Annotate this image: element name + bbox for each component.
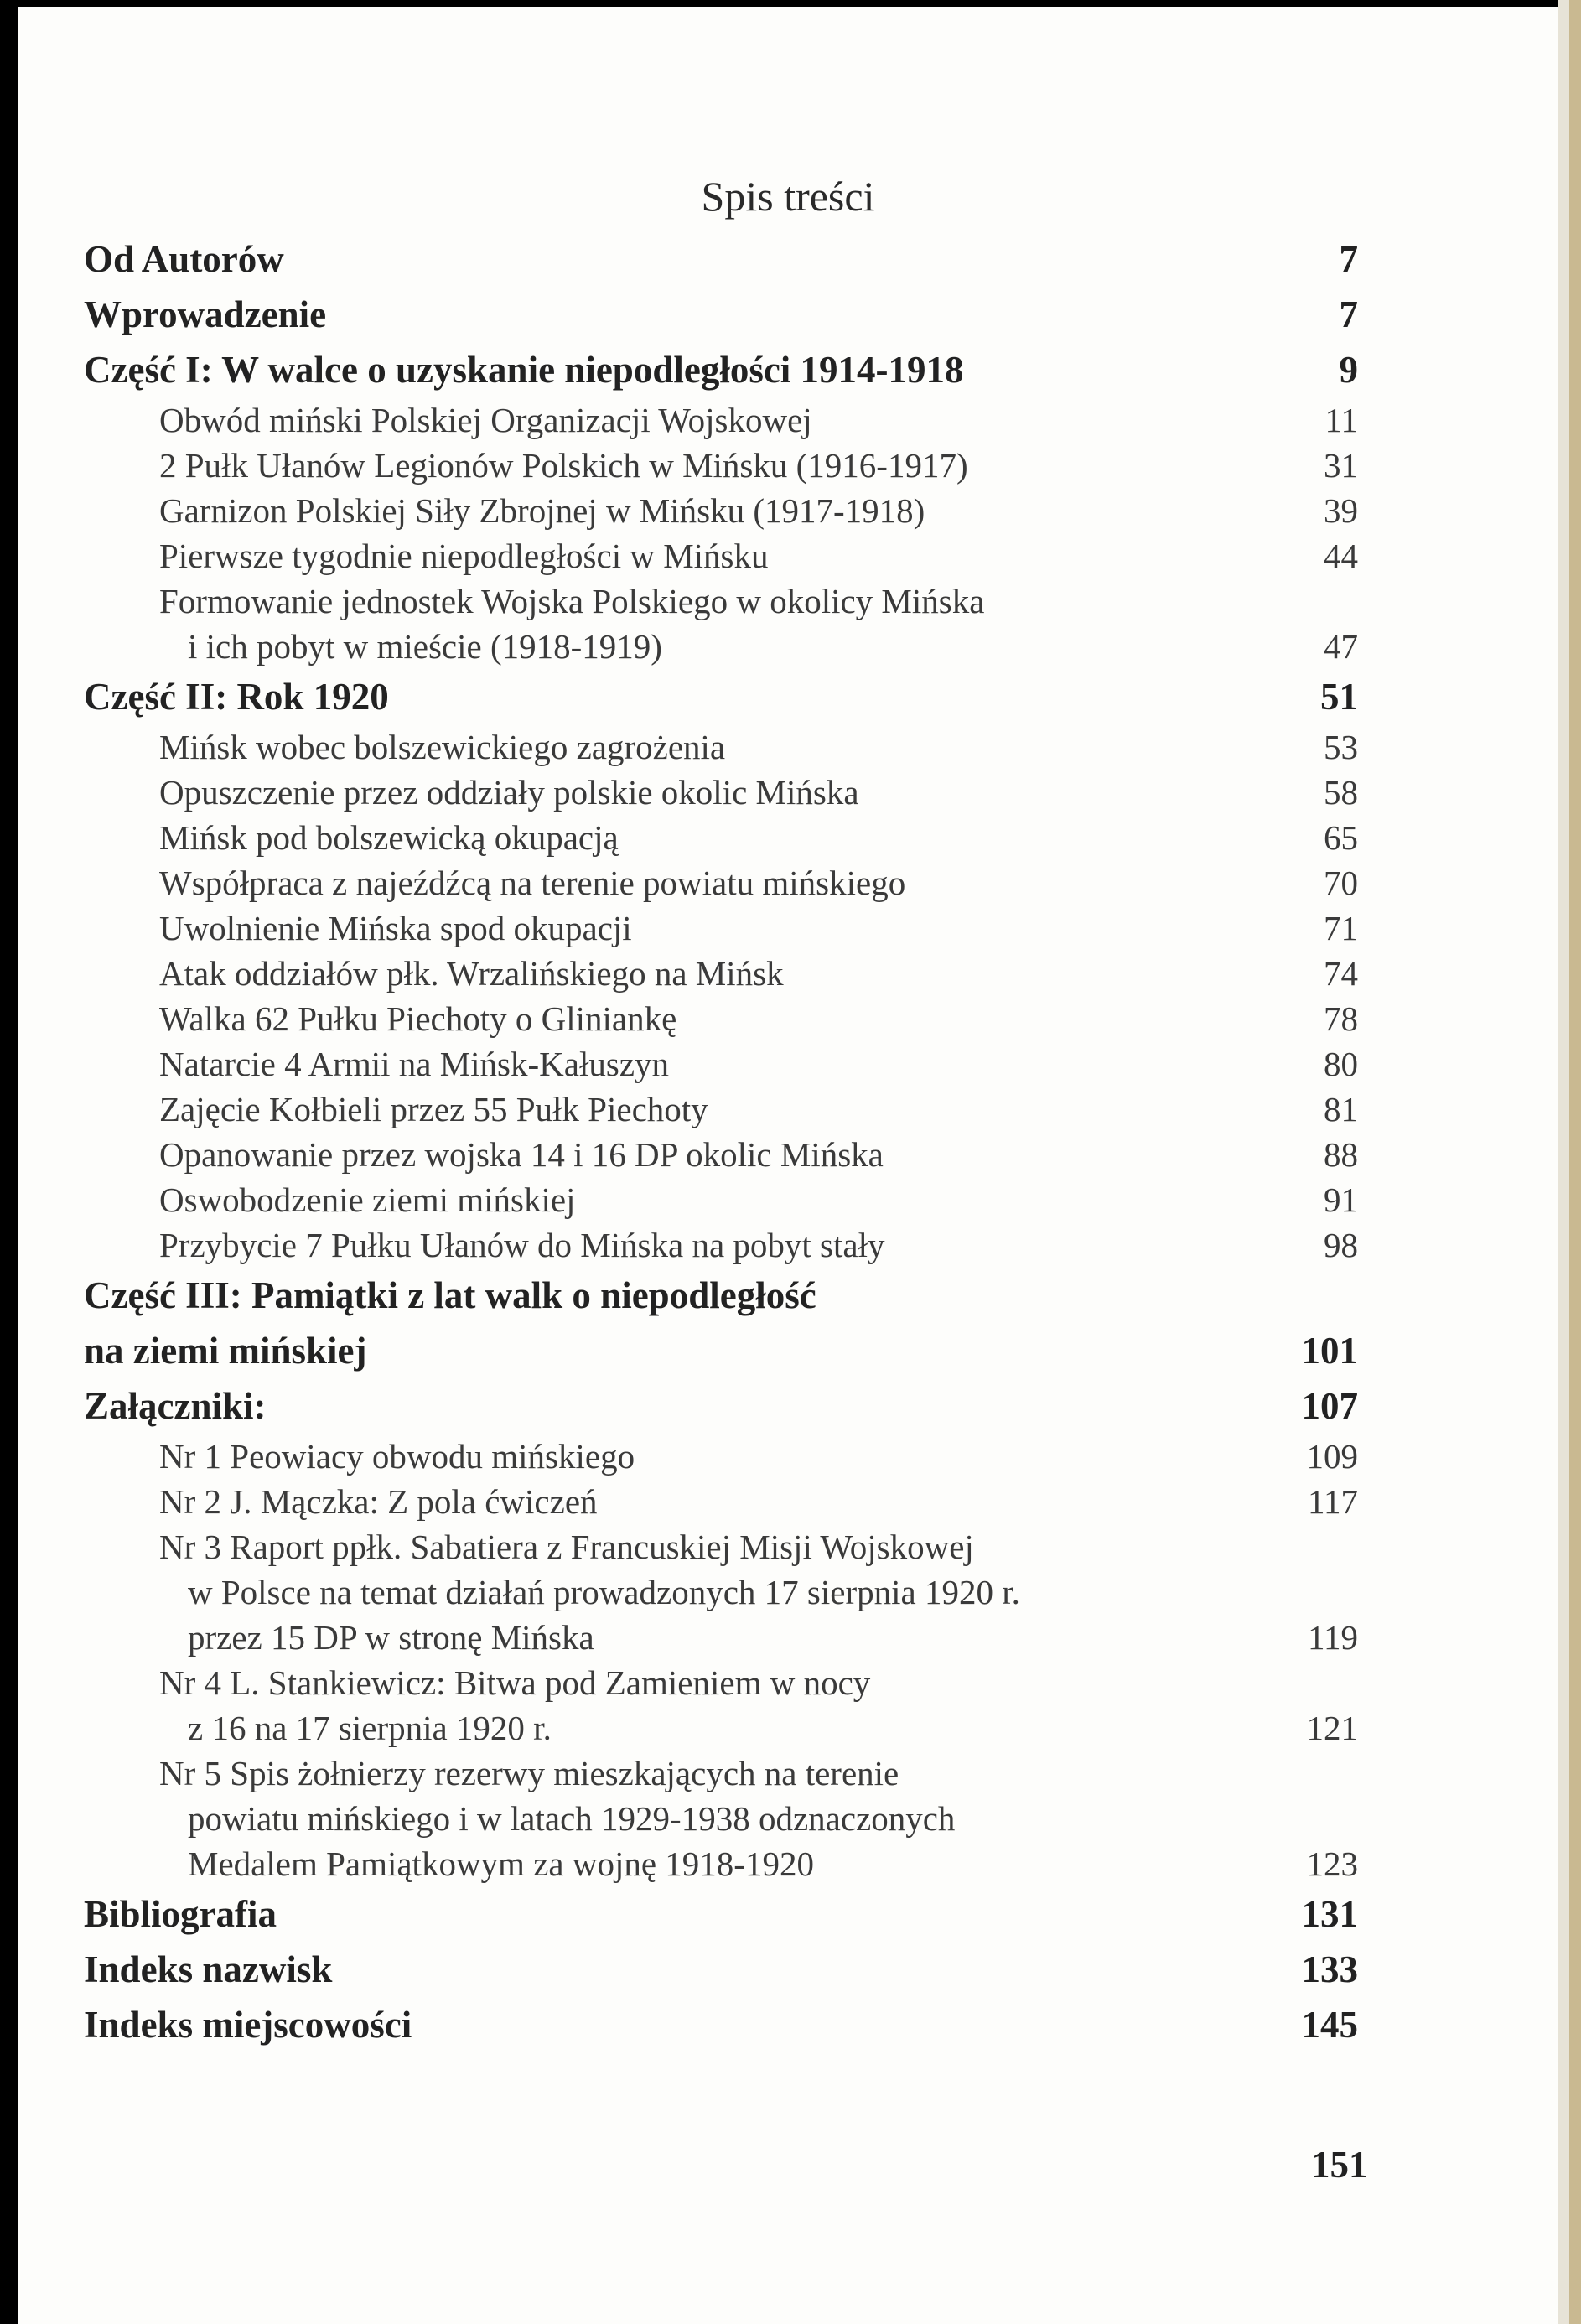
toc-chapter-entry [84, 231, 1358, 287]
toc-entry-title [159, 724, 725, 770]
toc-entry-page: 81 [1324, 1090, 1358, 1128]
toc-entry-line: Nr 3 Raport ppłk. Sabatiera z Francuskiej Misji Wojskowej [159, 1528, 974, 1566]
toc-entry-line: Atak oddziałów płk. Wrzalińskiego na Mińsk [159, 954, 784, 993]
toc-entry-line: Nr 4 L. Stankiewicz: Bitwa pod Zamieniem w nocy [159, 1663, 871, 1702]
toc-entry-title [84, 1378, 267, 1434]
toc-section-entry [84, 815, 1358, 860]
toc-entry-title [159, 443, 968, 488]
toc-entry-line: Walka 62 Pułku Piechoty o Gliniankę [159, 999, 677, 1038]
toc-entry-line: Przybycie 7 Pułku Ułanów do Mińska na pobyt stały [159, 1226, 885, 1264]
toc-entry-page: 119 [1308, 1618, 1358, 1657]
toc-entry-page: 123 [1306, 1844, 1358, 1883]
toc-entry-title [84, 1942, 332, 1997]
toc-entry-page: 53 [1324, 728, 1358, 766]
toc-entry-page: 98 [1324, 1226, 1358, 1264]
toc-chapter-entry [84, 287, 1358, 342]
toc-entry-title [159, 1222, 884, 1268]
toc-entry-line: Indeks miejscowości [84, 2004, 412, 2046]
toc-entry-line: przez 15 DP w stronę Mińska [188, 1618, 594, 1657]
toc-entry-title [159, 951, 784, 996]
toc-entry-line: Oswobodzenie ziemi mińskiej [159, 1180, 576, 1219]
toc-entry-title [159, 1524, 1020, 1660]
toc-entry-page: 107 [1301, 1385, 1358, 1427]
table-of-contents [84, 231, 1358, 2052]
toc-entry-page: 78 [1324, 999, 1358, 1038]
toc-entry-page: 145 [1301, 2004, 1358, 2046]
toc-chapter-entry [84, 1942, 1358, 1997]
toc-entry-title [159, 1479, 598, 1524]
toc-section-entry [84, 1087, 1358, 1132]
toc-entry-page: 39 [1324, 491, 1358, 530]
toc-entry-line: Bibliografia [84, 1893, 277, 1935]
toc-section-entry [84, 443, 1358, 488]
toc-entry-title [84, 342, 964, 397]
toc-entry-page: 47 [1324, 627, 1358, 666]
toc-entry-page: 80 [1324, 1045, 1358, 1083]
toc-chapter-entry [84, 1997, 1358, 2052]
toc-entry-line: Część II: Rok 1920 [84, 676, 389, 718]
toc-entry-page: 58 [1324, 773, 1358, 812]
toc-entry-line: Od Autorów [84, 238, 284, 280]
toc-entry-page: 11 [1324, 401, 1358, 439]
toc-entry-title [159, 1177, 575, 1222]
toc-entry-title [159, 770, 859, 815]
toc-entry-page: 70 [1324, 864, 1358, 902]
toc-entry-line: Opuszczenie przez oddziały polskie okolic Mińska [159, 773, 859, 812]
toc-section-entry [84, 724, 1358, 770]
toc-entry-line: Nr 5 Spis żołnierzy rezerwy mieszkających na terenie [159, 1754, 899, 1792]
toc-section-entry [84, 1434, 1358, 1479]
toc-entry-line: Mińsk pod bolszewicką okupacją [159, 818, 619, 857]
toc-section-entry [84, 905, 1358, 951]
toc-entry-title [159, 488, 925, 533]
toc-entry-page: 74 [1324, 954, 1358, 993]
page-edge-shadow [1569, 0, 1581, 2324]
toc-entry-page: 88 [1324, 1135, 1358, 1174]
toc-entry-page: 65 [1324, 818, 1358, 857]
toc-section-entry [84, 996, 1358, 1041]
toc-entry-line: Część III: Pamiątki z lat walk o niepodległość [84, 1274, 816, 1316]
toc-section-entry [84, 533, 1358, 578]
toc-entry-page: 109 [1306, 1437, 1358, 1476]
toc-section-entry [84, 1041, 1358, 1087]
toc-entry-title [159, 1087, 708, 1132]
toc-entry-line: Mińsk wobec bolszewickiego zagrożenia [159, 728, 726, 766]
toc-entry-page: 117 [1308, 1482, 1358, 1521]
toc-entry-line: Nr 1 Peowiacy obwodu mińskiego [159, 1437, 635, 1476]
toc-entry-line: 2 Pułk Ułanów Legionów Polskich w Mińsku (1916-1917) [159, 446, 968, 485]
toc-entry-line: Formowanie jednostek Wojska Polskiego w okolicy Mińska [159, 582, 985, 620]
toc-entry-title [159, 1041, 669, 1087]
toc-entry-line: Współpraca z najeźdźcą na terenie powiatu mińskiego [159, 864, 906, 902]
toc-entry-title [159, 905, 632, 951]
toc-entry-title [159, 815, 619, 860]
toc-entry-page: 44 [1324, 537, 1358, 575]
toc-entry-page: 121 [1306, 1709, 1358, 1747]
toc-section-entry [84, 951, 1358, 996]
toc-entry-title [84, 1886, 277, 1942]
toc-entry-title [159, 1751, 955, 1886]
toc-entry-line: Opanowanie przez wojska 14 i 16 DP okolic Mińska [159, 1135, 884, 1174]
toc-entry-line: Zajęcie Kołbieli przez 55 Pułk Piechoty [159, 1090, 708, 1128]
page-number: 151 [1311, 2144, 1368, 2186]
toc-entry-title [159, 1434, 635, 1479]
toc-section-entry [84, 397, 1358, 443]
toc-section-entry [84, 770, 1358, 815]
page-edge [1558, 0, 1569, 2324]
toc-entry-title [159, 1132, 884, 1177]
toc-section-entry [84, 1177, 1358, 1222]
toc-entry-page: 7 [1339, 238, 1358, 280]
toc-entry-line: Wprowadzenie [84, 293, 327, 335]
toc-entry-page: 131 [1301, 1893, 1358, 1935]
toc-entry-page: 7 [1339, 293, 1358, 335]
toc-chapter-entry [84, 1268, 1358, 1378]
toc-entry-title [84, 1268, 816, 1378]
toc-entry-title [159, 533, 769, 578]
toc-entry-page: 71 [1324, 909, 1358, 947]
toc-entry-page: 133 [1301, 1948, 1358, 1990]
toc-section-entry [84, 1660, 1358, 1751]
toc-entry-line: Część I: W walce o uzyskanie niepodległości 1914-1918 [84, 349, 964, 391]
toc-title: Spis treści [701, 173, 875, 220]
toc-section-entry [84, 1132, 1358, 1177]
toc-entry-line: Załączniki: [84, 1385, 267, 1427]
toc-chapter-entry [84, 669, 1358, 724]
toc-entry-title [84, 1997, 412, 2052]
toc-section-entry [84, 578, 1358, 669]
toc-entry-page: 9 [1339, 349, 1358, 391]
toc-chapter-entry [84, 342, 1358, 397]
toc-entry-line: Uwolnienie Mińska spod okupacji [159, 909, 632, 947]
toc-entry-line: Pierwsze tygodnie niepodległości w Mińsku [159, 537, 769, 575]
toc-section-entry [84, 1524, 1358, 1660]
toc-entry-title [84, 669, 389, 724]
toc-entry-line: Indeks nazwisk [84, 1948, 333, 1990]
toc-entry-title [84, 287, 326, 342]
toc-chapter-entry [84, 1378, 1358, 1434]
toc-chapter-entry [84, 1886, 1358, 1942]
toc-section-entry [84, 860, 1358, 905]
toc-entry-line: Nr 2 J. Mączka: Z pola ćwiczeń [159, 1482, 598, 1521]
toc-section-entry [84, 1751, 1358, 1886]
toc-entry-line: Medalem Pamiątkowym za wojnę 1918-1920 [188, 1844, 814, 1883]
toc-entry-line: Obwód miński Polskiej Organizacji Wojskowej [159, 401, 812, 439]
toc-entry-line: powiatu mińskiego i w latach 1929-1938 odznaczonych [188, 1799, 956, 1838]
toc-entry-title [159, 397, 812, 443]
toc-section-entry [84, 488, 1358, 533]
toc-entry-page: 31 [1324, 446, 1358, 485]
toc-section-entry [84, 1222, 1358, 1268]
toc-section-entry [84, 1479, 1358, 1524]
toc-entry-line: z 16 na 17 sierpnia 1920 r. [188, 1709, 552, 1747]
toc-entry-title [159, 1660, 870, 1751]
toc-entry-title [84, 231, 284, 287]
toc-entry-line: Natarcie 4 Armii na Mińsk-Kałuszyn [159, 1045, 670, 1083]
toc-entry-title [159, 578, 984, 669]
toc-entry-line: Garnizon Polskiej Siły Zbrojnej w Mińsku (1917-1918) [159, 491, 925, 530]
toc-entry-page: 101 [1301, 1330, 1358, 1372]
toc-entry-title [159, 860, 905, 905]
toc-entry-line: w Polsce na temat działań prowadzonych 17 sierpnia 1920 r. [188, 1573, 1020, 1611]
toc-entry-title [159, 996, 676, 1041]
book-page [18, 7, 1558, 2324]
toc-entry-page: 51 [1320, 676, 1358, 718]
toc-entry-line: i ich pobyt w mieście (1918-1919) [188, 627, 662, 666]
toc-entry-line: na ziemi mińskiej [84, 1330, 367, 1372]
toc-entry-page: 91 [1324, 1180, 1358, 1219]
